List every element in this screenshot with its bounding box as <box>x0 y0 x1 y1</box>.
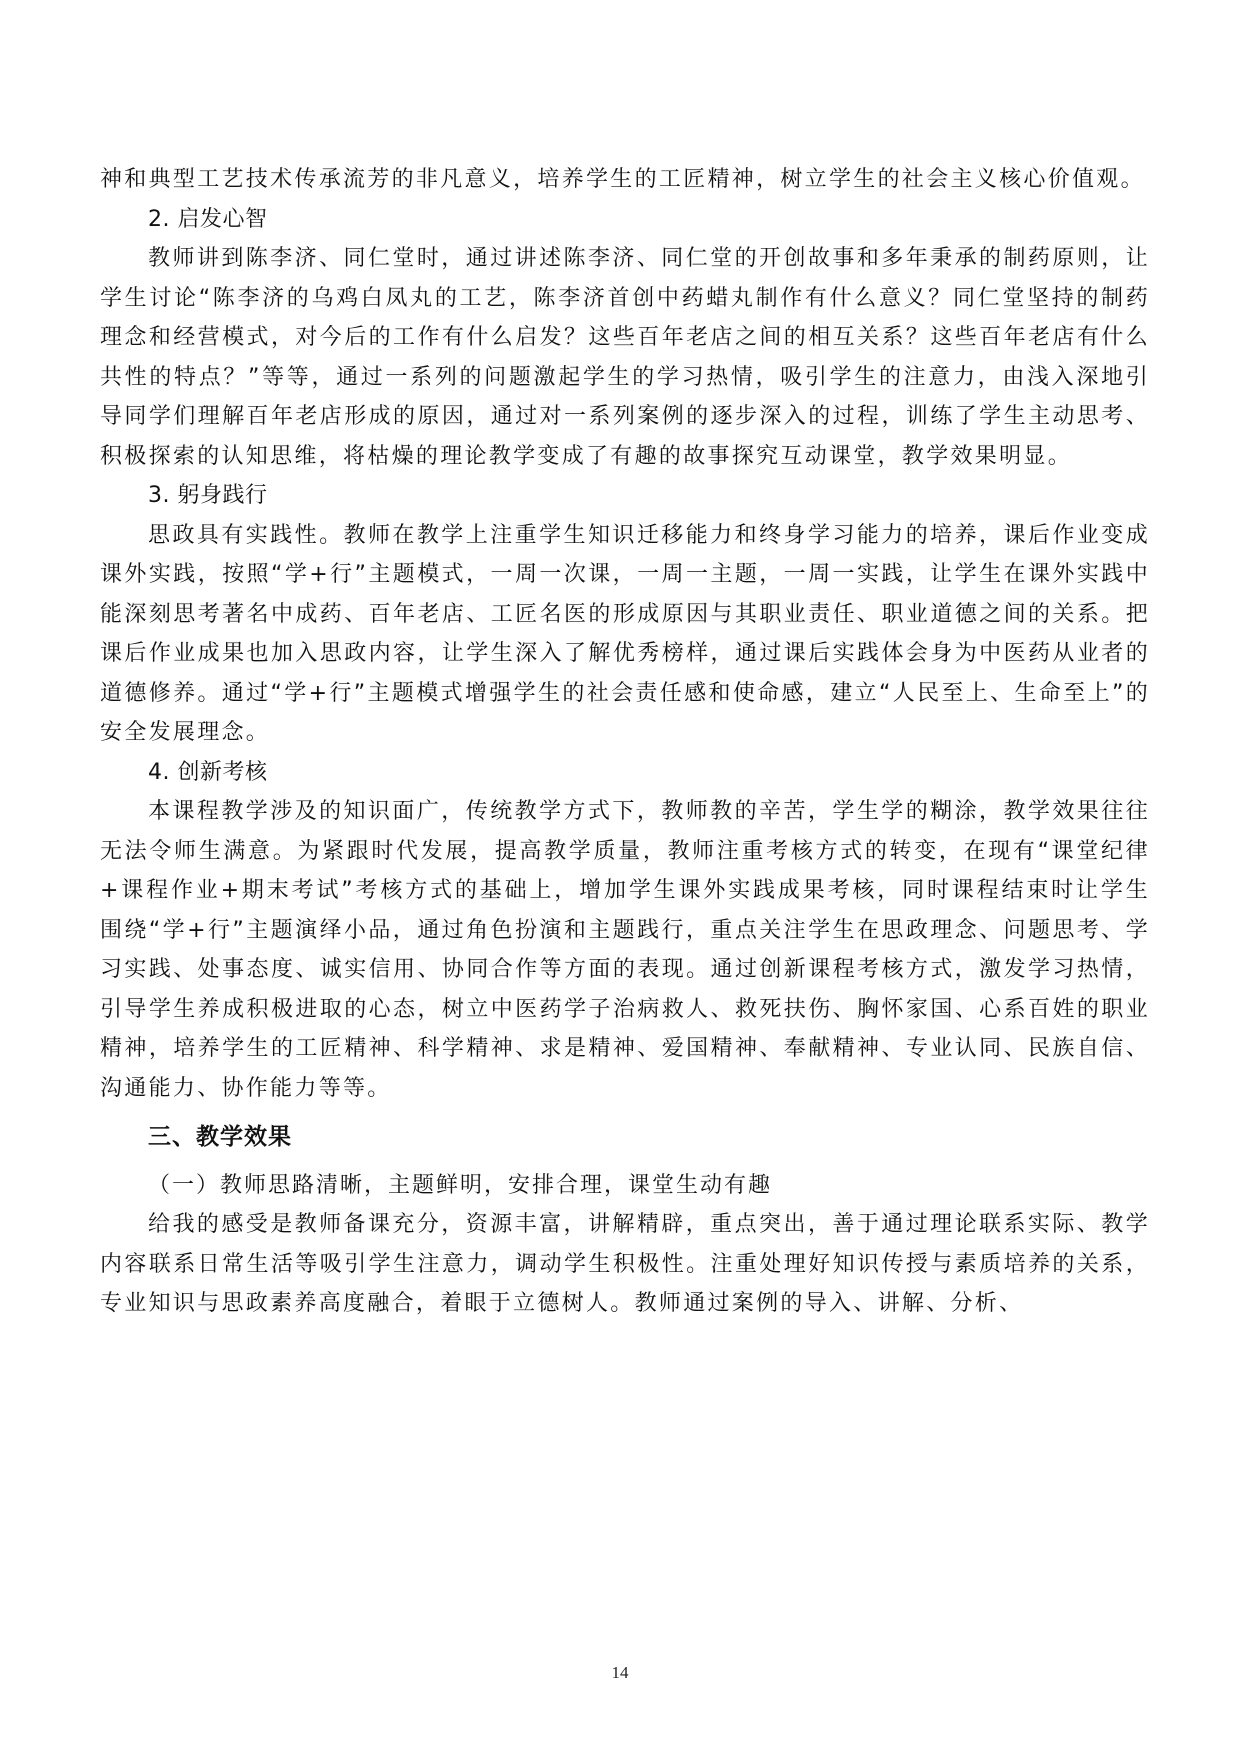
body-text <box>100 160 1150 1324</box>
paragraph-continued: 神和典型工艺技术传承流芳的非凡意义，培养学生的工匠精神，树立学生的社会主义核心价值观。 <box>100 167 1145 192</box>
paragraph-inspire-mind: 教师讲到陈李济、同仁堂时，通过讲述陈李济、同仁堂的开创故事和多年秉承的制药原则，让学生讨论“陈李济的乌鸡白凤丸的工艺，陈李济首创中药蜡丸制作有什么意义？同仁堂坚持的制药理念和经营模式，对今后的工作有什么启发？这些百年老店之间的相互关系？这些百年老店有什么共性的特点？”等等，通过一系列的问题激起学生的学习热情，吸引学生的注意力，由浅入深地引导同学们理解百年老店形成的原因，通过对一系列案例的逐步深入的过程，训练了学生主动思考、积极探索的认知思维，将枯燥的理论教学变成了有趣的故事探究互动课堂，教学效果明显。 <box>100 246 1150 469</box>
section-title-teaching-effect: 三、教学效果 <box>148 1124 292 1150</box>
page-number: 14 <box>611 1663 629 1682</box>
subheading-inspire-mind: 2. 启发心智 <box>148 206 268 232</box>
subheading-practice: 3. 躬身践行 <box>148 483 268 508</box>
subsection-title-teacher: （一）教师思路清晰，主题鲜明，安排合理，课堂生动有趣 <box>148 1172 773 1198</box>
subheading-assessment: 4. 创新考核 <box>148 759 268 785</box>
paragraph-assessment: 本课程教学涉及的知识面广，传统教学方式下，教师教的辛苦，学生学的糊涂，教学效果往往无法令师生满意。为紧跟时代发展，提高教学质量，教师注重考核方式的转变，在现有“课堂纪律+课程作业+期末考试”考核方式的基础上，增加学生课外实践成果考核，同时课程结束时让学生围绕“学+行”主题演绎小品，通过角色扮演和主题践行，重点关注学生在思政理念、问题思考、学习实践、处事态度、诚实信用、协同合作等方面的表现。通过创新课程考核方式，激发学习热情，引导学生养成积极进取的心态，树立中医药学子治病救人、救死扶伤、胸怀家国、心系百姓的职业精神，培养学生的工匠精神、科学精神、求是精神、爱国精神、奉献精神、专业认同、民族自信、沟通能力、协作能力等等。 <box>100 799 1150 1101</box>
paragraph-teacher-feedback: 给我的感受是教师备课充分，资源丰富，讲解精辟，重点突出，善于通过理论联系实际、教学内容联系日常生活等吸引学生注意力，调动学生积极性。注重处理好知识传授与素质培养的关系，专业知识与思政素养高度融合，着眼于立德树人。教师通过案例的导入、讲解、分析、 <box>100 1212 1150 1316</box>
paragraph-practice: 思政具有实践性。教师在教学上注重学生知识迁移能力和终身学习能力的培养，课后作业变成课外实践，按照“学+行”主题模式，一周一次课，一周一主题，一周一实践，让学生在课外实践中能深刻思考著名中成药、百年老店、工匠名医的形成原因与其职业责任、职业道德之间的关系。把课后作业成果也加入思政内容，让学生深入了解优秀榜样，通过课后实践体会身为中医药从业者的道德修养。通过“学+行”主题模式增强学生的社会责任感和使命感，建立“人民至上、生命至上”的安全发展理念。 <box>100 522 1150 745</box>
